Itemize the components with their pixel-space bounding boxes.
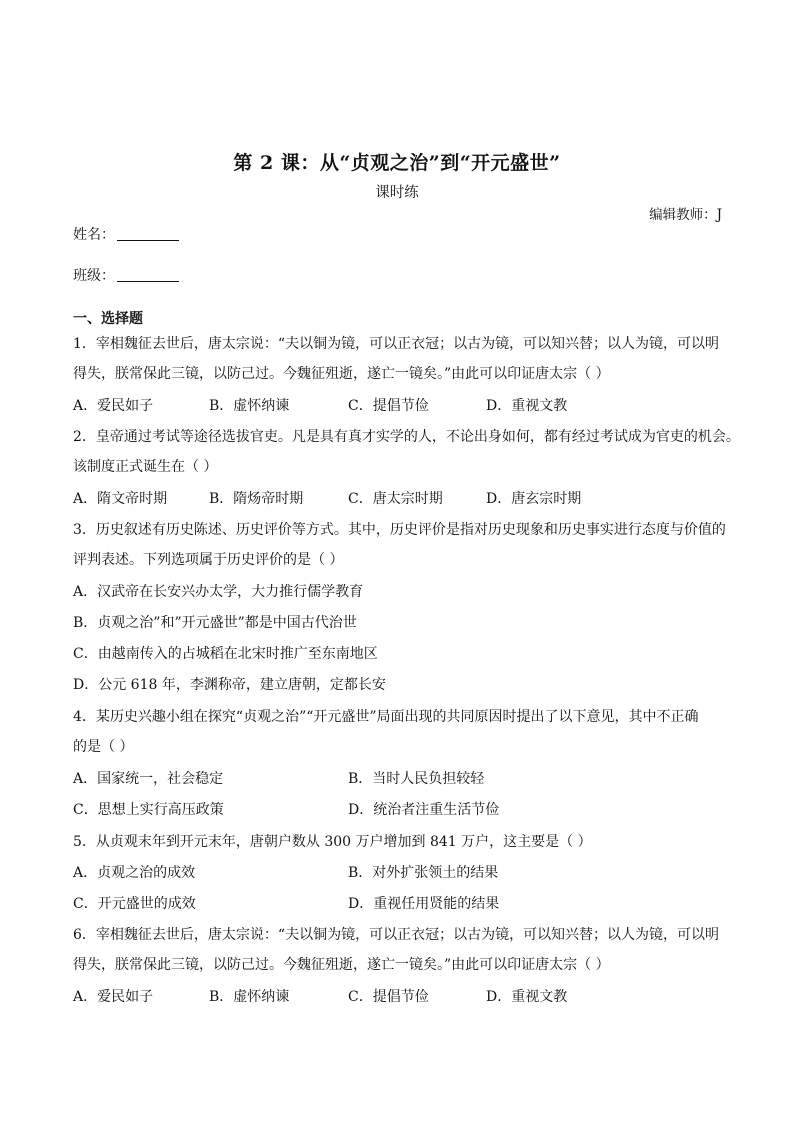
option-a[interactable]: A．隋文帝时期 [73, 491, 168, 507]
question-6-line-2: 得失，朕常保此三镜，以防己过。今魏征殂逝，遂亡一镜矣。”由此可以印证唐太宗（ ） [73, 957, 610, 973]
option-c[interactable]: C．开元盛世的成效 [73, 896, 196, 912]
name-blank-line[interactable] [117, 226, 179, 241]
option-c[interactable]: C．思想上实行高压政策 [73, 802, 224, 818]
option-d[interactable]: D．重视文教 [486, 398, 568, 414]
class-blank-line[interactable] [117, 267, 179, 282]
option-d[interactable]: D．唐玄宗时期 [486, 491, 582, 507]
option-b[interactable]: B．当时人民负担较轻 [348, 771, 485, 787]
option-b[interactable]: B．虚怀纳谏 [209, 989, 290, 1005]
question-4-line-1: 4．某历史兴趣小组在探究“贞观之治”“开元盛世”局面出现的共同原因时提出了以下意见，其中不正确 [73, 709, 699, 725]
question-3-line-1: 3．历史叙述有历史陈述、历史评价等方式。其中，历史评价是指对历史现象和历史事实进行态度与价值的 [73, 522, 726, 538]
option-b[interactable]: B．贞观之治”和”开元盛世”都是中国古代治世 [73, 615, 357, 631]
question-1-line-1: 1．宰相魏征去世后，唐太宗说：“夫以铜为镜，可以正衣冠；以古为镜，可以知兴替；以人为镜，可以明 [73, 336, 720, 352]
page-title: 第 2 课：从“贞观之治”到“开元盛世” [233, 152, 561, 174]
question-6-line-1: 6．宰相魏征去世后，唐太宗说：“夫以铜为镜，可以正衣冠；以古为镜，可以知兴替；以人为镜，可以明 [73, 927, 720, 943]
question-2-line-1: 2．皇帝通过考试等途径选拔官吏。凡是具有真才实学的人，不论出身如何，都有经过考试成为官吏的机会。 [73, 429, 740, 445]
option-a[interactable]: A．贞观之治的成效 [73, 865, 196, 881]
option-b[interactable]: B．隋炀帝时期 [209, 491, 304, 507]
editor-credit: 编辑教师：J [649, 207, 722, 223]
option-c[interactable]: C．由越南传入的占城稻在北宋时推广至东南地区 [73, 646, 378, 662]
option-d[interactable]: D．统治者注重生活节俭 [348, 802, 500, 818]
page-subtitle: 课时练 [375, 185, 419, 201]
option-b[interactable]: B．对外扩张领土的结果 [348, 865, 499, 881]
name-field [73, 224, 179, 244]
option-a[interactable]: A．爱民如子 [73, 398, 154, 414]
question-5-line-1: 5．从贞观末年到开元末年，唐朝户数从 300 万户增加到 841 万户，这主要是（ ） [73, 834, 592, 850]
option-c[interactable]: C．提倡节俭 [348, 398, 429, 414]
option-d[interactable]: D．公元 618 年，李渊称帝，建立唐朝，定都长安 [73, 677, 386, 693]
class-field [73, 265, 179, 285]
option-c[interactable]: C．提倡节俭 [348, 989, 429, 1005]
question-3-line-2: 评判表述。下列选项属于历史评价的是（ ） [73, 552, 344, 568]
name-label: 姓名： [73, 227, 115, 243]
option-d[interactable]: D．重视文教 [486, 989, 568, 1005]
question-1-line-2: 得失，朕常保此三镜，以防己过。今魏征殂逝，遂亡一镜矣。”由此可以印证唐太宗（ ） [73, 366, 610, 382]
option-d[interactable]: D．重视任用贤能的结果 [348, 896, 500, 912]
question-2-line-2: 该制度正式诞生在（ ） [73, 459, 218, 475]
option-c[interactable]: C．唐太宗时期 [348, 491, 443, 507]
option-b[interactable]: B．虚怀纳谏 [209, 398, 290, 414]
section-heading: 一、选择题 [73, 311, 143, 327]
option-a[interactable]: A．国家统一，社会稳定 [73, 771, 224, 787]
option-a[interactable]: A．爱民如子 [73, 989, 154, 1005]
option-a[interactable]: A．汉武帝在长安兴办太学，大力推行儒学教育 [73, 584, 364, 600]
question-4-line-2: 的是（ ） [73, 739, 134, 755]
class-label: 班级： [73, 268, 115, 284]
